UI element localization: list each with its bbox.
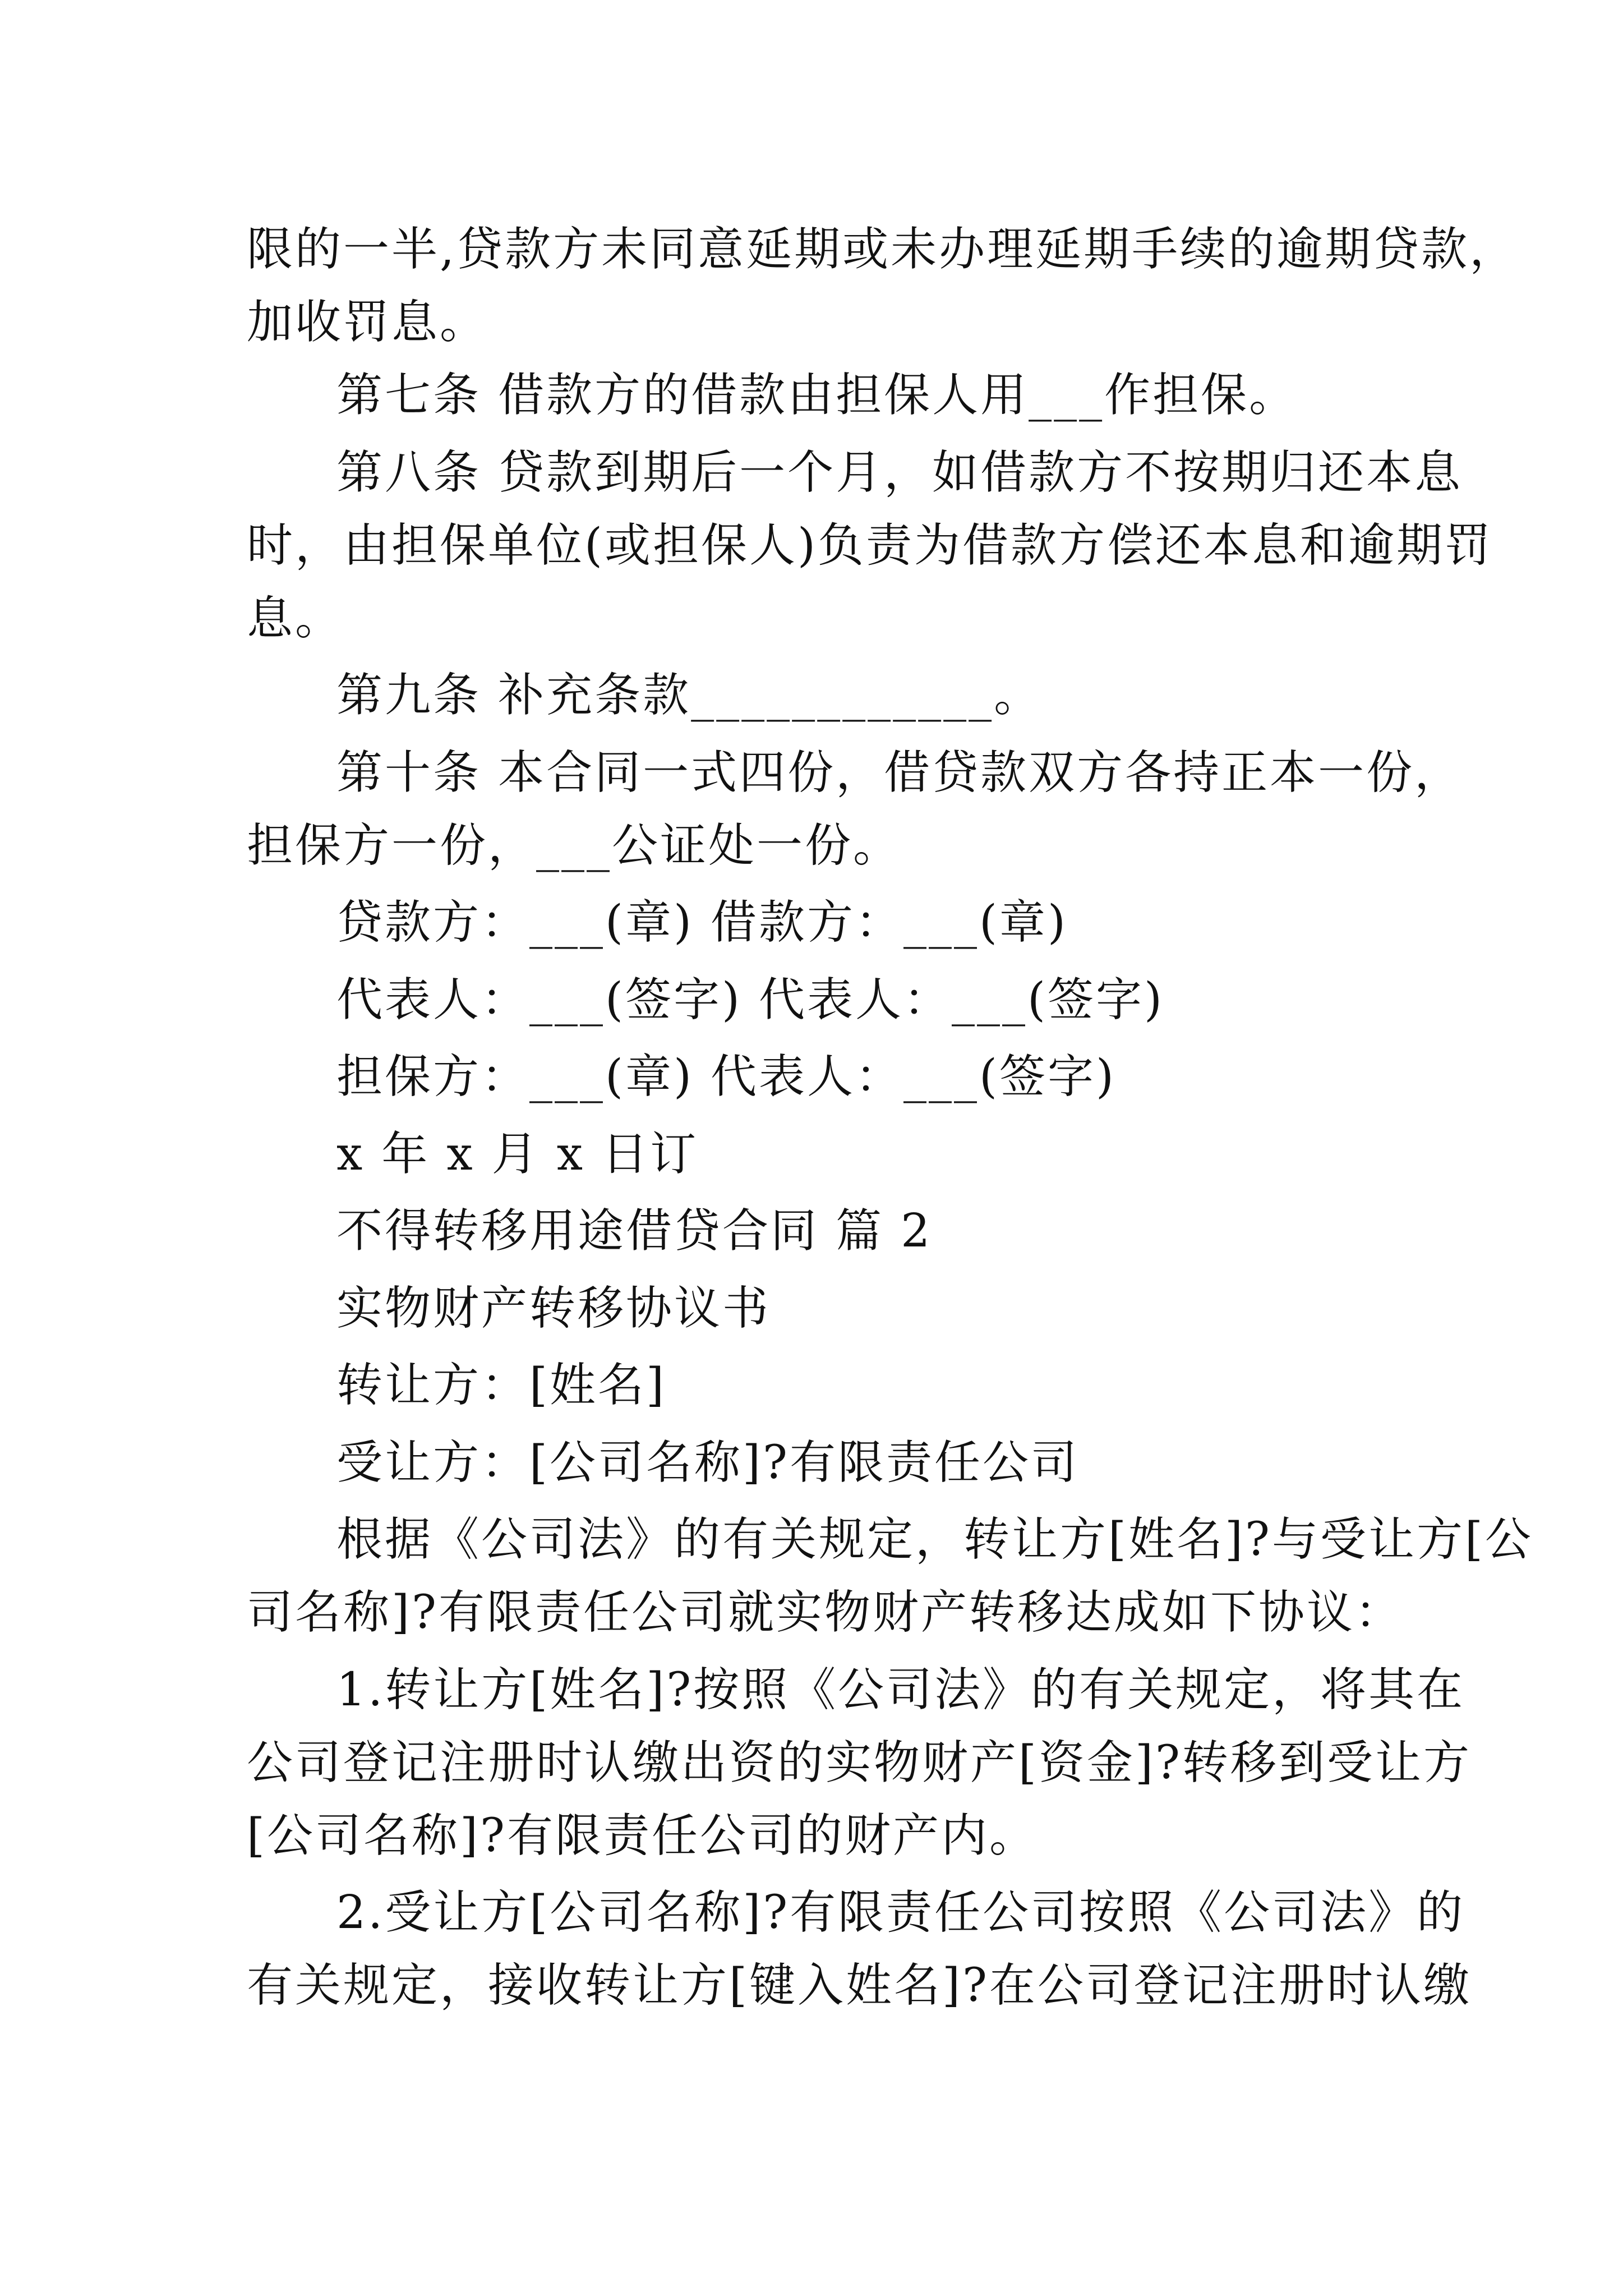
text-line: 根据《公司法》的有关规定，转让方[姓名]?与受让方[公 <box>336 1513 1533 1566</box>
text-line: 第十条 本合同一式四份，借贷款双方各持正本一份， <box>336 746 1463 799</box>
text-line: 加收罚息。 <box>247 296 488 349</box>
text-line: 第八条 贷款到期后一个月，如借款方不按期归还本息 <box>336 446 1463 499</box>
agreement-title: 实物财产转移协议书 <box>336 1282 771 1335</box>
text-line: 代表人：___(签字) 代表人：___(签字) <box>336 973 1165 1027</box>
text-line: x 年 x 月 x 日订 <box>336 1128 699 1181</box>
text-line: 1.转让方[姓名]?按照《公司法》的有关规定，将其在 <box>336 1663 1465 1717</box>
text-line: 贷款方：___(章) 借款方：___(章) <box>336 896 1068 949</box>
text-line: 第九条 补充条款____________。 <box>336 669 1043 722</box>
section-heading: 不得转移用途借贷合同 篇 2 <box>336 1204 933 1258</box>
text-line: 受让方：[公司名称]?有限责任公司 <box>336 1436 1079 1489</box>
text-line: 担保方一份，___公证处一份。 <box>247 819 902 872</box>
text-line: 转让方：[姓名] <box>336 1359 666 1412</box>
text-line: 2.受让方[公司名称]?有限责任公司按照《公司法》的 <box>336 1886 1465 1939</box>
text-line: 第七条 借款方的借款由担保人用___作担保。 <box>336 369 1298 422</box>
text-line: 公司登记注册时认缴出资的实物财产[资金]?转移到受让方 <box>247 1736 1472 1789</box>
text-line: [公司名称]?有限责任公司的财产内。 <box>247 1809 1038 1862</box>
text-line: 时，由担保单位(或担保人)负责为借款方偿还本息和逾期罚 <box>247 519 1493 572</box>
text-line: 限的一半,贷款方未同意延期或未办理延期手续的逾期贷款， <box>247 223 1518 276</box>
text-line: 息。 <box>247 592 344 645</box>
text-line: 司名称]?有限责任公司就实物财产转移达成如下协议： <box>247 1586 1403 1639</box>
text-line: 有关规定，接收转让方[键入姓名]?在公司登记注册时认缴 <box>247 1959 1472 2012</box>
text-line: 担保方：___(章) 代表人：___(签字) <box>336 1050 1117 1103</box>
